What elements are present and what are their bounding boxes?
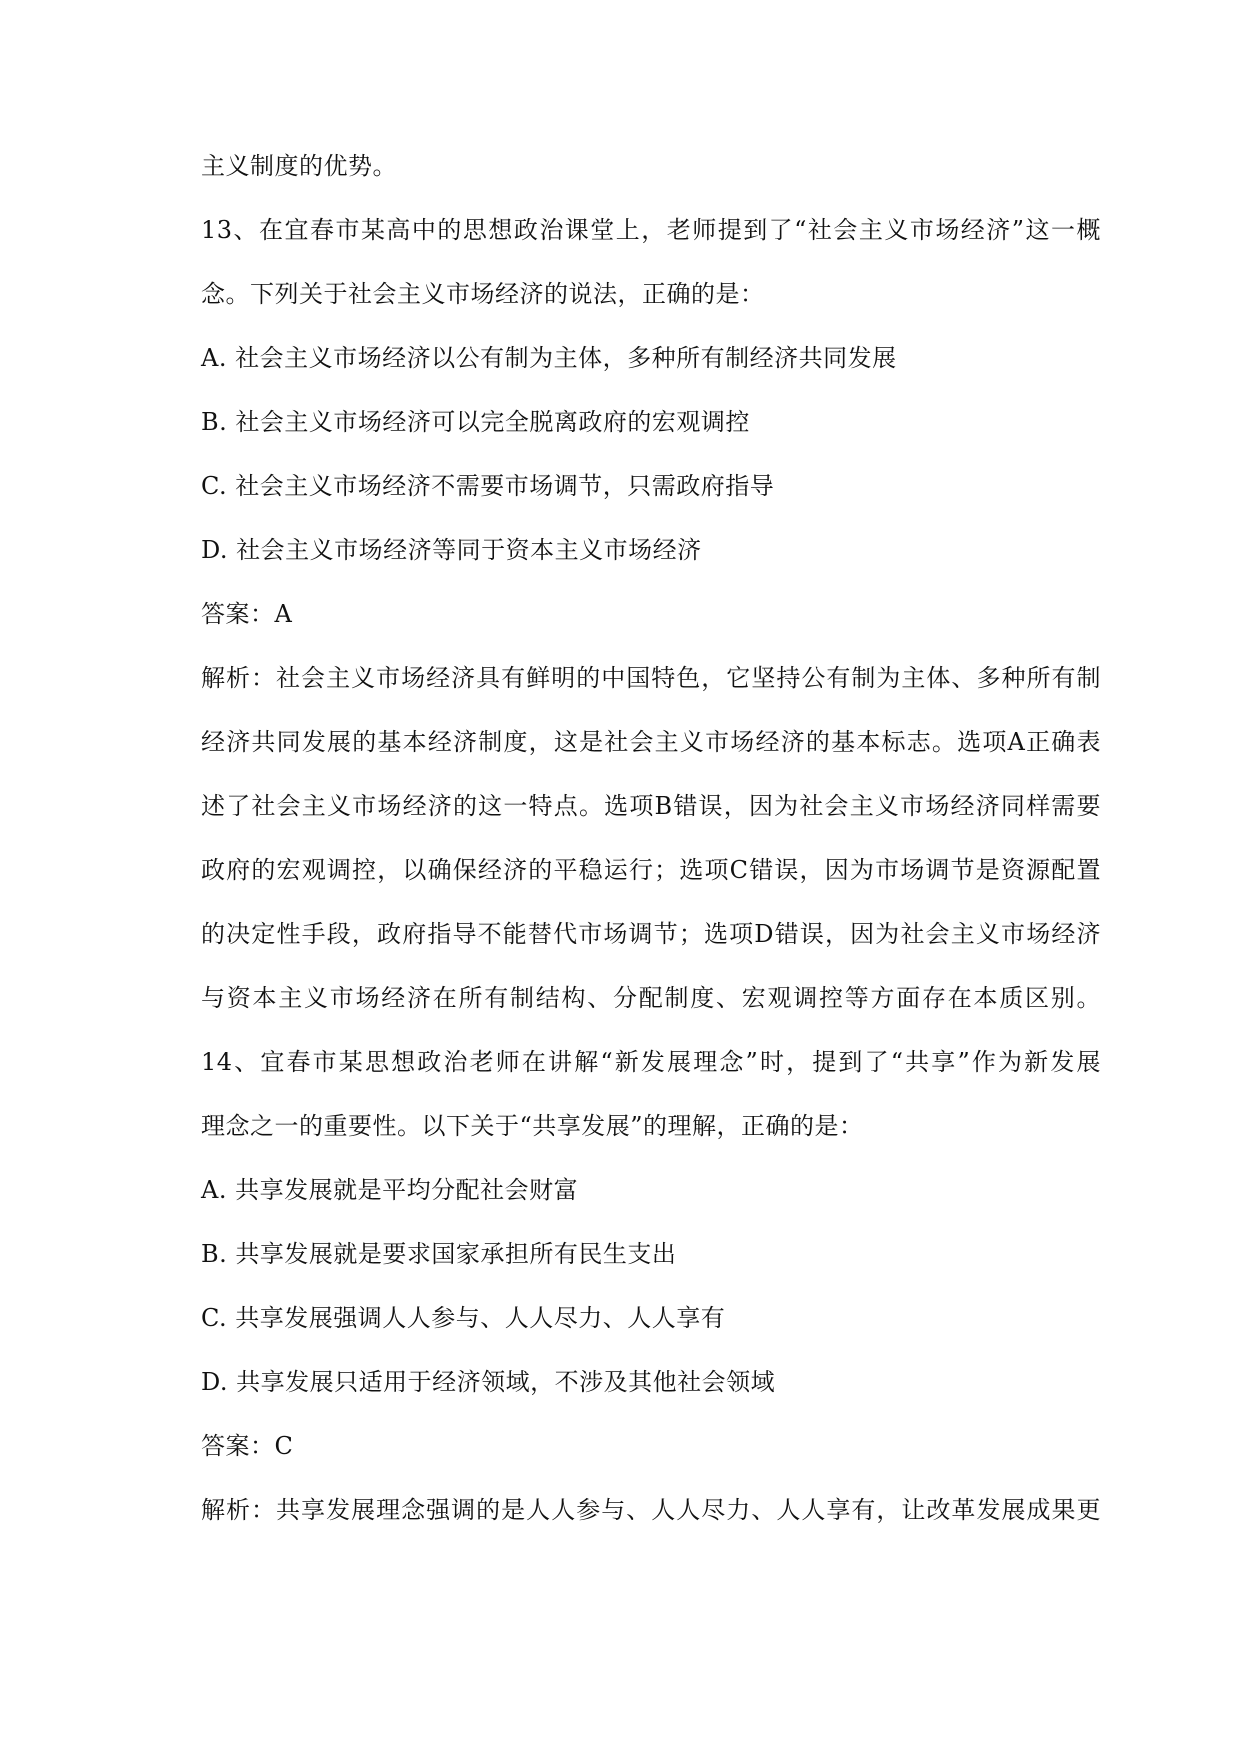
- question-13-analysis: 的决定性手段，政府指导不能替代市场调节；选项D错误，因为社会主义市场经济: [201, 920, 1101, 948]
- question-14-option-c: C. 共享发展强调人人参与、人人尽力、人人享有: [201, 1304, 726, 1332]
- question-13-analysis: 与资本主义市场经济在所有制结构、分配制度、宏观调控等方面存在本质区别。: [201, 984, 1101, 1012]
- question-13-stem-cont: 念。下列关于社会主义市场经济的说法，正确的是：: [201, 280, 765, 308]
- question-14-option-b: B. 共享发展就是要求国家承担所有民生支出: [201, 1240, 677, 1268]
- question-14-stem-cont: 理念之一的重要性。以下关于“共享发展”的理解，正确的是：: [201, 1112, 864, 1140]
- text-line: 主义制度的优势。: [201, 152, 397, 180]
- question-13-option-d: D. 社会主义市场经济等同于资本主义市场经济: [201, 536, 702, 564]
- question-13-option-a: A. 社会主义市场经济以公有制为主体，多种所有制经济共同发展: [201, 344, 897, 372]
- question-14-option-a: A. 共享发展就是平均分配社会财富: [201, 1176, 579, 1204]
- question-13-option-c: C. 社会主义市场经济不需要市场调节，只需政府指导: [201, 472, 775, 500]
- question-14-answer: 答案：C: [201, 1432, 294, 1460]
- question-13-answer: 答案：A: [201, 600, 293, 628]
- question-13-option-b: B. 社会主义市场经济可以完全脱离政府的宏观调控: [201, 408, 750, 436]
- question-14-stem: 14、宜春市某思想政治老师在讲解“新发展理念”时，提到了“共享”作为新发展: [201, 1048, 1101, 1076]
- question-13-analysis: 经济共同发展的基本经济制度，这是社会主义市场经济的基本标志。选项A正确表: [201, 728, 1101, 756]
- question-13-analysis: 解析：社会主义市场经济具有鲜明的中国特色，它坚持公有制为主体、多种所有制: [201, 664, 1101, 692]
- question-13-stem: 13、在宜春市某高中的思想政治课堂上，老师提到了“社会主义市场经济”这一概: [201, 216, 1101, 244]
- question-13-analysis: 政府的宏观调控，以确保经济的平稳运行；选项C错误，因为市场调节是资源配置: [201, 856, 1101, 884]
- question-14-analysis: 解析：共享发展理念强调的是人人参与、人人尽力、人人享有，让改革发展成果更: [201, 1496, 1101, 1524]
- question-13-analysis: 述了社会主义市场经济的这一特点。选项B错误，因为社会主义市场经济同样需要: [201, 792, 1101, 820]
- question-14-option-d: D. 共享发展只适用于经济领域，不涉及其他社会领域: [201, 1368, 776, 1396]
